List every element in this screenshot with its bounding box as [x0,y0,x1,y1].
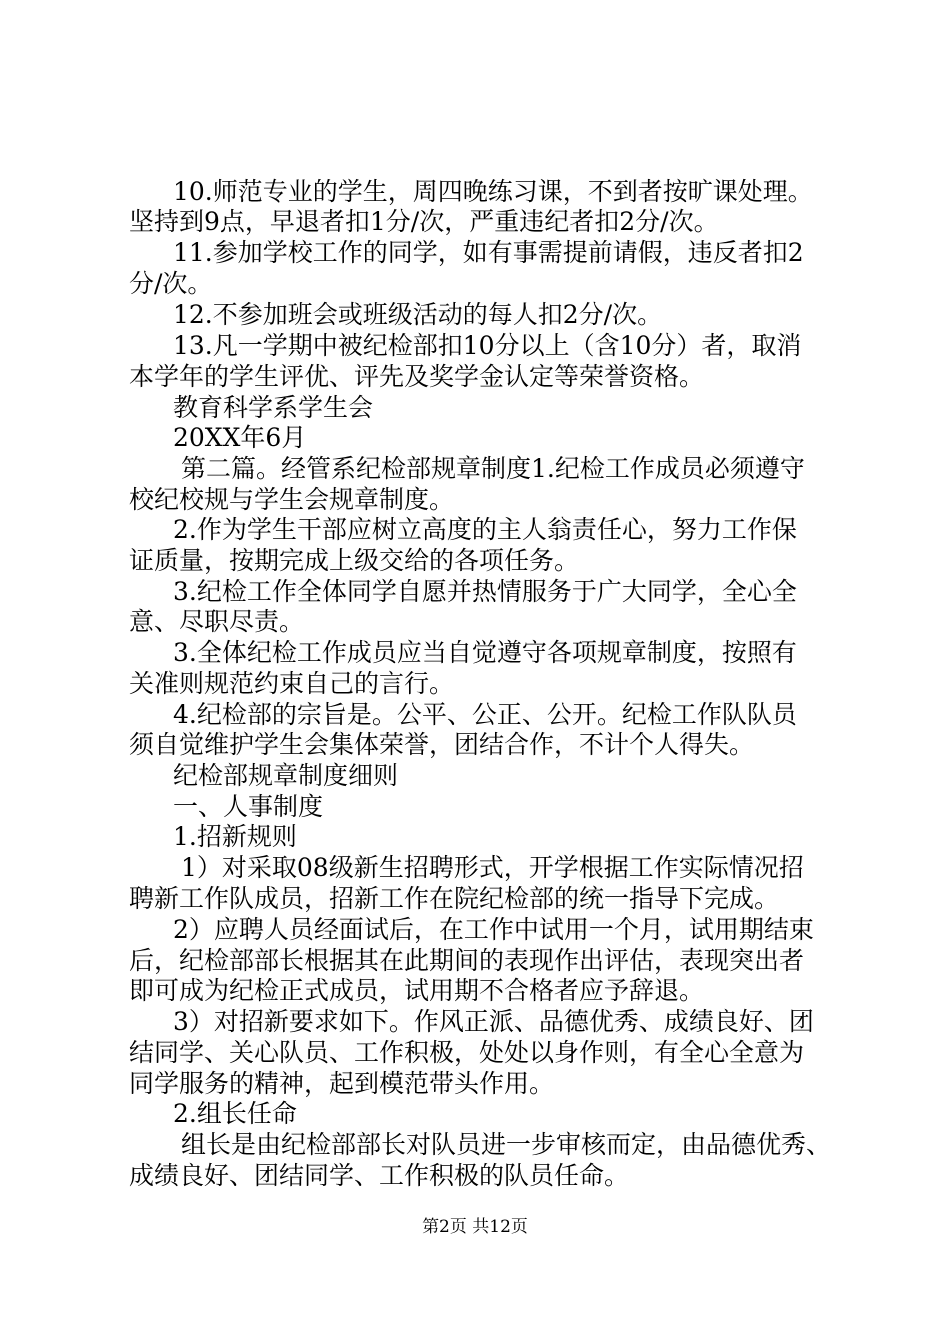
text-line: 组长是由纪检部部长对队员进一步审核而定，由品德优秀、 [181,1130,832,1159]
text-line: 3.纪检工作全体同学自愿并热情服务于广大同学，全心全 [173,577,797,606]
text-line: 聘新工作队成员，招新工作在院纪检部的统一指导下完成。 [129,884,780,913]
text-line: 结同学、关心队员、工作积极，处处以身作则，有全心全意为 [129,1038,805,1067]
text-line: 3）对招新要求如下。作风正派、品德优秀、成绩良好、团 [173,1007,814,1036]
text-line: 校纪校规与学生会规章制度。 [129,485,455,514]
text-line: 2.作为学生干部应树立高度的主人翁责任心，努力工作保 [173,515,797,544]
text-line: 20XX年6月 [173,423,307,452]
text-line: 意、尽职尽责。 [129,607,305,636]
text-line: 坚持到9点，早退者扣1分/次，严重违纪者扣2分/次。 [129,207,719,236]
text-line: 同学服务的精神，起到模范带头作用。 [129,1069,555,1098]
text-line: 13.凡一学期中被纪检部扣10分以上（含10分）者，取消 [173,331,802,360]
text-line: 纪检部规章制度细则 [173,761,399,790]
text-line: 成绩良好、团结同学、工作积极的队员任命。 [129,1161,630,1190]
text-line: 教育科学系学生会 [173,393,374,422]
page-number-footer: 第2页 共12页 [422,1217,528,1237]
text-line: 关准则规范约束自己的言行。 [129,669,455,698]
text-line: 证质量，按期完成上级交给的各项任务。 [129,546,580,575]
text-line: 1.招新规则 [173,822,297,851]
text-line: 11.参加学校工作的同学，如有事需提前请假，违反者扣2 [173,238,804,267]
text-line: 后，纪检部部长根据其在此期间的表现作出评估，表现突出者 [129,946,805,975]
text-line: 本学年的学生评优、评先及奖学金认定等荣誉资格。 [129,362,705,391]
text-line: 2.组长任命 [173,1099,297,1128]
text-line: 2）应聘人员经面试后，在工作中试用一个月，试用期结束 [173,915,814,944]
text-line: 3.全体纪检工作成员应当自觉遵守各项规章制度，按照有 [173,638,797,667]
text-line: 4.纪检部的宗旨是。公平、公正、公开。纪检工作队队员 [173,700,797,729]
text-line: 第二篇。经管系纪检部规章制度1.纪检工作成员必须遵守 [181,454,805,483]
text-line: 12.不参加班会或班级活动的每人扣2分/次。 [173,300,663,329]
text-line: 1）对采取08级新生招聘形式，开学根据工作实际情况招 [181,853,804,882]
text-line: 一、人事制度 [173,792,324,821]
text-line: 10.师范专业的学生，周四晚练习课，不到者按旷课处理。 [173,177,813,206]
text-line: 分/次。 [129,269,213,298]
text-line: 即可成为纪检正式成员，试用期不合格者应予辞退。 [129,976,705,1005]
text-line: 须自觉维护学生会集体荣誉，团结合作，不计个人得失。 [129,730,755,759]
